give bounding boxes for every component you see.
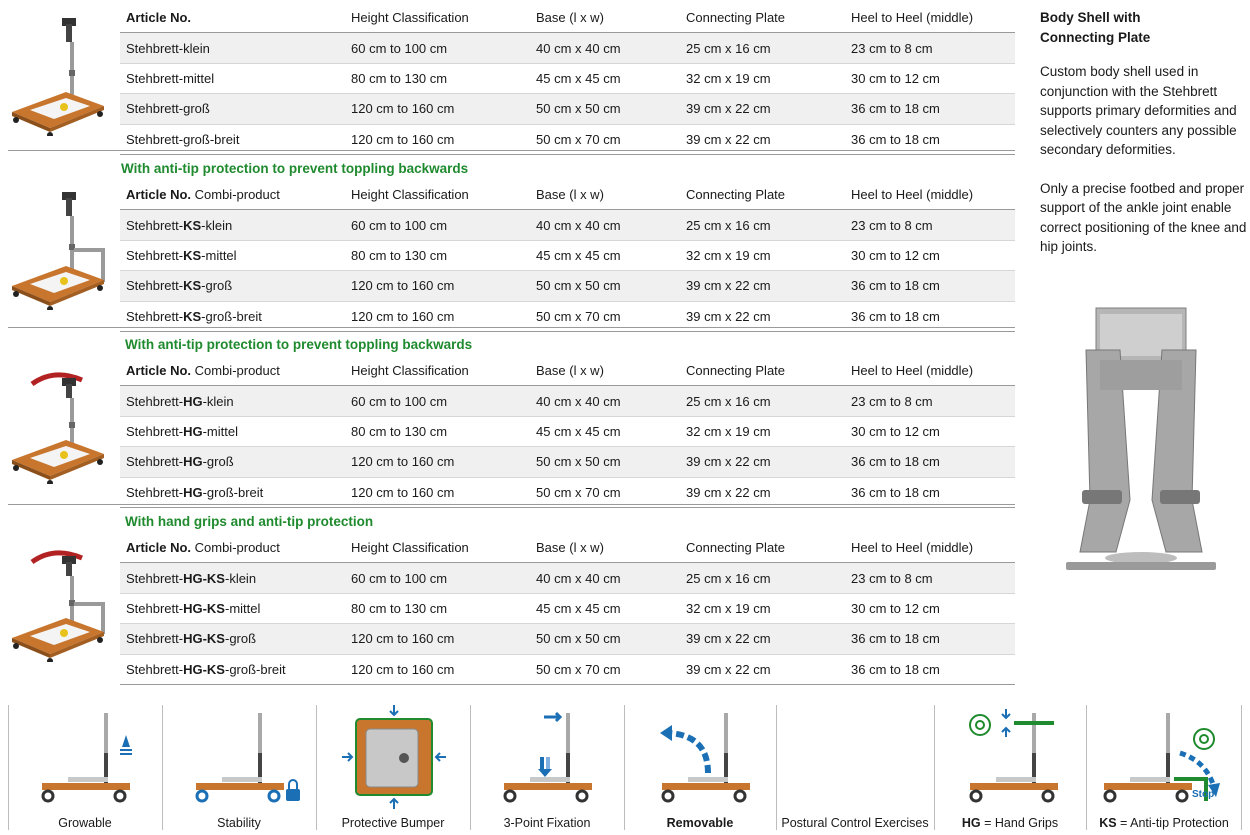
feature-growable: Growable [8, 705, 162, 830]
table-header: Article No. Combi-product Height Classification Base (l x w) Connecting Plate Heel to Heel (middle) [120, 356, 1015, 386]
table-row: Stehbrett-KS-groß 120 cm to 160 cm 50 cm x 50 cm 39 cm x 22 cm 36 cm to 18 cm [120, 271, 1015, 301]
article-table [120, 533, 1015, 685]
arrow-right-icon [342, 753, 352, 761]
table-header [120, 3, 1015, 33]
arrow-left-icon [436, 753, 446, 761]
table-row: Stehbrett-KS-groß-breit 120 cm to 160 cm 50 cm x 70 cm 39 cm x 22 cm 36 cm to 18 cm [120, 301, 1015, 331]
feature-icons [8, 705, 1242, 830]
body-shell-image [1060, 300, 1222, 578]
header-article: Article No. [126, 10, 192, 26]
article-table [120, 3, 1015, 155]
curved-arrow-icon [668, 733, 708, 773]
side-paragraph-2: Only a precise footbed and proper support of the ankle joint enable correct positioning of the knee and hip joints. [1040, 180, 1247, 254]
feature-postural-control: Postural Control Exercises [781, 816, 929, 830]
header-base: Base (l x w) [530, 3, 680, 33]
target-icon [970, 715, 990, 735]
feature-anti-tip: Stop KS = Anti-tip Protection [1086, 705, 1242, 830]
table-row: Stehbrett-groß 120 cm to 160 cm 50 cm x 50 cm 39 cm x 22 cm 36 cm to 18 cm [120, 94, 1015, 124]
arrow-up-icon [122, 735, 130, 747]
article-table [120, 180, 1015, 332]
table-row: Stehbrett-HG-klein 60 cm to 100 cm 40 cm x 40 cm 25 cm x 16 cm 23 cm to 8 cm [120, 386, 1015, 416]
header-plate: Connecting Plate [680, 3, 845, 33]
standing-frame-hg-image [8, 362, 108, 484]
side-paragraph-1: Custom body shell used in conjunction with the Stehbrett supports primary deformities and selectively counters any possible secondary deformities. [1040, 64, 1237, 157]
arrow-up-icon [390, 799, 398, 809]
arrow-down-icon [1002, 709, 1010, 718]
table-row: Stehbrett-HG-KS-groß-breit 120 cm to 160 cm 50 cm x 70 cm 39 cm x 22 cm 36 cm to 18 cm [120, 654, 1015, 684]
standing-frame-hg-ks-image [8, 540, 108, 662]
standing-frame-image [8, 14, 108, 136]
table-header: Article No. Combi-product Height Classification Base (l x w) Connecting Plate Heel to Heel (middle) [120, 533, 1015, 563]
arrow-right-icon [544, 713, 560, 721]
table-row: Stehbrett-HG-KS-mittel 80 cm to 130 cm 45 cm x 45 cm 32 cm x 19 cm 30 cm to 12 cm [120, 593, 1015, 623]
section-title: With hand grips and anti-tip protection [125, 514, 374, 529]
standing-frame-ks-image [8, 188, 108, 310]
table-row: Stehbrett-groß-breit 120 cm to 160 cm 50 cm x 70 cm 39 cm x 22 cm 36 cm to 18 cm [120, 124, 1015, 154]
article-table [120, 356, 1015, 508]
header-heel: Heel to Heel (middle) [845, 3, 1015, 33]
stop-label: Stop [1192, 789, 1215, 800]
table-row: Stehbrett-KS-mittel 80 cm to 130 cm 45 cm x 45 cm 32 cm x 19 cm 30 cm to 12 cm [120, 240, 1015, 270]
header-height: Height Classification [345, 3, 530, 33]
table-row: Stehbrett-HG-groß-breit 120 cm to 160 cm 50 cm x 70 cm 39 cm x 22 cm 36 cm to 18 cm [120, 477, 1015, 507]
table-row: Stehbrett-HG-groß 120 cm to 160 cm 50 cm x 50 cm 39 cm x 22 cm 36 cm to 18 cm [120, 447, 1015, 477]
table-row: Stehbrett-HG-mittel 80 cm to 130 cm 45 cm x 45 cm 32 cm x 19 cm 30 cm to 12 cm [120, 416, 1015, 446]
table-row: Stehbrett-klein 60 cm to 100 cm 40 cm x 40 cm 25 cm x 16 cm 23 cm to 8 cm [120, 33, 1015, 63]
table-row: Stehbrett-mittel 80 cm to 130 cm 45 cm x 45 cm 32 cm x 19 cm 30 cm to 12 cm [120, 63, 1015, 93]
feature-protective-bumper: Protective Bumper [316, 705, 470, 830]
table-row: Stehbrett-HG-KS-groß 120 cm to 160 cm 50 cm x 50 cm 39 cm x 22 cm 36 cm to 18 cm [120, 624, 1015, 654]
curved-arrow-icon [1180, 753, 1214, 787]
section-divider [8, 150, 1015, 151]
feature-removable: Removable [624, 705, 776, 830]
section-title: With anti-tip protection to prevent toppling backwards [121, 161, 469, 176]
table-header: Article No. Combi-product Height Classification Base (l x w) Connecting Plate Heel to Heel (middle) [120, 180, 1015, 210]
arrow-up-icon [1002, 728, 1010, 737]
section-divider [8, 504, 1015, 505]
arrow-down-icon [538, 769, 552, 777]
section-title: With anti-tip protection to prevent toppling backwards [125, 337, 473, 352]
body-shell-description [1040, 8, 1250, 257]
target-icon [1194, 729, 1214, 749]
section-divider [8, 327, 1015, 328]
table-row: Stehbrett-KS-klein 60 cm to 100 cm 40 cm x 40 cm 25 cm x 16 cm 23 cm to 8 cm [120, 210, 1015, 240]
arrow-down-icon [390, 705, 398, 715]
feature-stability: Stability [162, 705, 316, 830]
table-row: Stehbrett-HG-KS-klein 60 cm to 100 cm 40 cm x 40 cm 25 cm x 16 cm 23 cm to 8 cm [120, 563, 1015, 593]
feature-hand-grips: HG = Hand Grips [934, 705, 1086, 830]
side-heading: Body Shell with Connecting Plate [1040, 10, 1151, 45]
feature-3-point-fixation: 3-Point Fixation [470, 705, 624, 830]
lock-icon [286, 789, 300, 801]
